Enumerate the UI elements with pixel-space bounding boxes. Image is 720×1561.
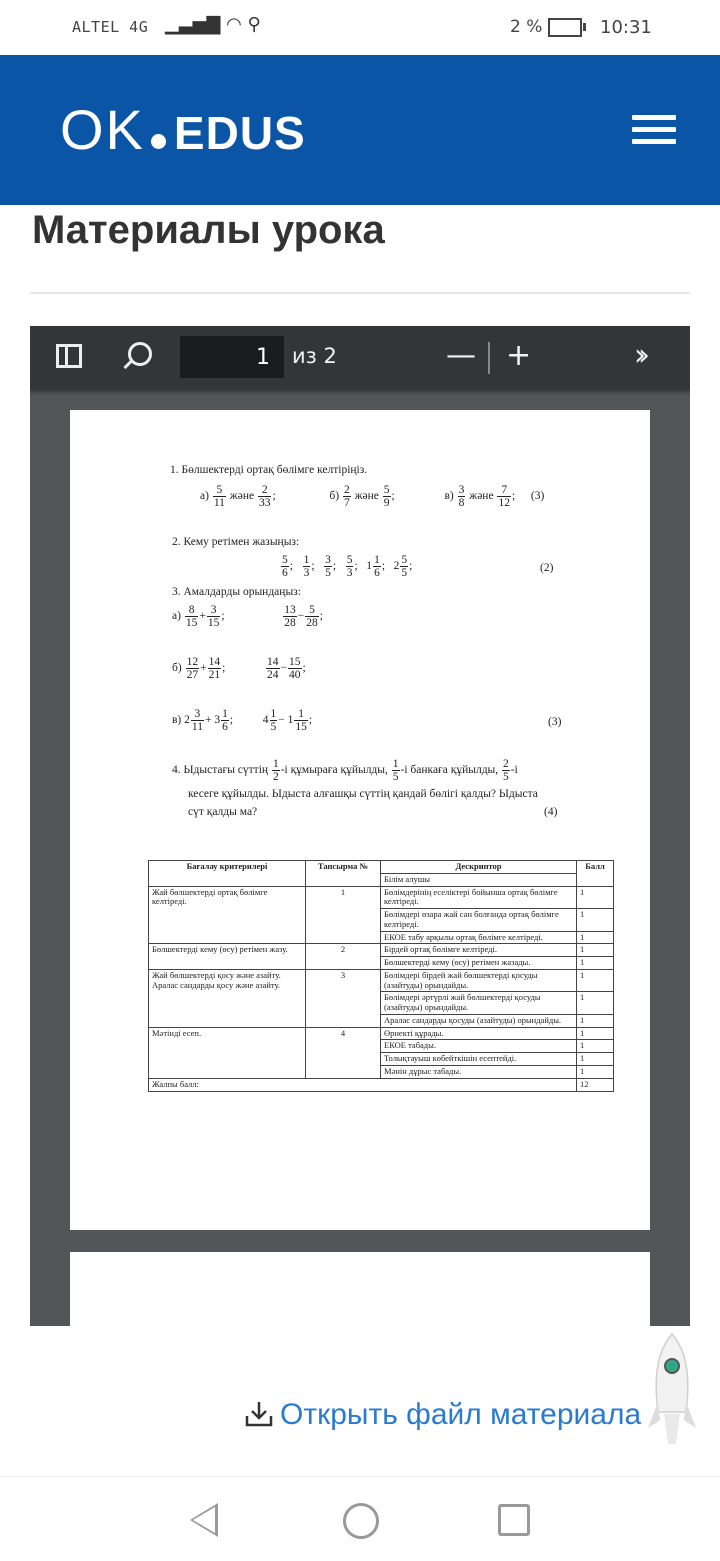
descriptor-cell: Бірдей ортақ бөлімге келтіреді. [381, 944, 577, 957]
search-icon[interactable] [128, 342, 152, 366]
task-cell: 3 [306, 969, 381, 1027]
score-cell: 1 [577, 1040, 614, 1053]
header-learner: Білім алушы [381, 873, 577, 886]
question-1-items: а) $\frac{5}{11}$ және $\frac{2}{33}$ ; б) $\frac{2}{7}$ және $\frac{5}{9}$ ; в) $\frac{3}{8}$ және $\frac{7}{12}$ ; (3) [200, 484, 545, 510]
task-cell: 2 [306, 944, 381, 970]
score-cell: 1 [577, 1066, 614, 1079]
home-icon[interactable] [343, 1503, 379, 1539]
carrier-label: ALTEL 4G [72, 18, 149, 36]
header-criteria: Бағалау критерилері [149, 861, 306, 887]
descriptor-cell: Аралас сандарды қосуды (азайтуды) орындайды. [381, 1014, 577, 1027]
question-4-line2: кесеге құйылды. Ыдыста алғашқы сүттің қандай бөлігі қалды? Ыдыста [188, 788, 538, 800]
header-score: Балл [577, 861, 614, 887]
question-2: 2. Кему ретімен жазыңыз: [172, 536, 300, 548]
page-title: Материалы урока [32, 208, 385, 252]
table-row [149, 1078, 614, 1091]
descriptor-cell: Бөлімдері бірдей жай бөлшектерді қосуды (азайтуды) орындайды. [381, 969, 577, 992]
total-score: 12 [577, 1078, 614, 1091]
page-number-input[interactable] [180, 336, 284, 378]
question-3: 3. Амалдарды орындаңыз: [172, 586, 301, 598]
page-count: из 2 [292, 344, 337, 368]
logo-ok: OK [60, 98, 145, 161]
table-row [149, 969, 614, 992]
pdf-page-1 [70, 410, 650, 1230]
score-cell: 1 [577, 957, 614, 970]
logo-edus: EDUS [173, 107, 306, 159]
question-3-b: б) $\frac{12}{27}$ + $\frac{14}{21}$ ; $\frac{14}{24}$ − $\frac{15}{40}$ ; [172, 656, 306, 682]
total-label: Жалпы балл: [149, 1078, 577, 1091]
descriptor-cell: Бөлімдері әртүрлі жай бөлшектерді қосуды (азайтуды) орындайды. [381, 992, 577, 1015]
table-row [149, 1027, 614, 1040]
score-cell: 1 [577, 1027, 614, 1040]
pdf-viewer[interactable] [30, 326, 690, 1326]
divider [30, 292, 690, 294]
score-cell: 1 [577, 886, 614, 909]
descriptor-cell: Бөлімдерінің еселіктері бойынша ортақ бөлімге келтіреді. [381, 886, 577, 909]
sidebar-toggle-icon[interactable] [56, 344, 82, 368]
hamburger-menu-icon[interactable] [632, 115, 676, 149]
criterion-cell: Жай бөлшектерді қосу және азайту. Аралас сандарды қосу және азайту. [149, 969, 306, 1027]
score-cell: 1 [577, 1053, 614, 1066]
question-4: 4. Ыдыстағы сүттің $\frac{1}{2}$ -і құмыраға құйылды, $\frac{1}{5}$ -і банкаға құйылды, $\frac{2}{5}$ -і [172, 758, 518, 784]
question-2-score: (2) [540, 562, 554, 574]
descriptor-cell: Өрнекті құрады. [381, 1027, 577, 1040]
descriptor-cell: ЕКОЕ табу арқылы ортақ бөлімге келтіреді. [381, 931, 577, 944]
logo-dot [151, 134, 166, 149]
zoom-in-button[interactable]: + [506, 338, 532, 373]
open-file-label: Открыть файл материала [280, 1398, 642, 1431]
open-file-link[interactable] [244, 1398, 641, 1432]
recent-apps-icon[interactable] [498, 1504, 530, 1536]
signal-icon: ▁▃▅▇ ◠ ⚲ [165, 14, 261, 35]
header-descriptor: Дескриптор [381, 861, 577, 874]
toolbar-separator [488, 342, 490, 374]
descriptor-cell: Бөлімдері өзара жай сан болғанда ортақ бөлімге келтіреді. [381, 909, 577, 932]
battery-icon [548, 18, 582, 37]
battery-label: 2 % [510, 17, 582, 37]
table-row [149, 886, 614, 909]
site-header [0, 55, 720, 205]
scroll-top-rocket-icon[interactable] [648, 1332, 696, 1450]
score-cell: 1 [577, 992, 614, 1015]
question-2-items: $\frac{5}{6}$ ; $\frac{1}{3}$ ; $\frac{3}{5}$ ; $\frac{5}{3}$ ; 1 $\frac{1}{6}$ ; 2 $\frac{5}{5}$ ; [282, 554, 413, 580]
back-icon[interactable] [190, 1503, 218, 1537]
descriptor-cell: Мәнін дұрыс табады. [381, 1066, 577, 1079]
descriptor-cell: ЕКОЕ табады. [381, 1040, 577, 1053]
criteria-table [148, 860, 614, 1092]
question-1: 1. Бөлшектерді ортақ бөлімге келтіріңіз. [170, 464, 368, 476]
criterion-cell: Мәтінді есеп. [149, 1027, 306, 1078]
question-3-c: в) 2 $\frac{3}{11}$ + 3 $\frac{1}{6}$ ; 4 $\frac{1}{5}$ − 1 $\frac{1}{15}$ ; [172, 708, 313, 734]
question-4-score: (4) [544, 806, 558, 818]
system-nav-bar [0, 1476, 720, 1561]
score-cell: 1 [577, 1014, 614, 1027]
clock: 10:31 [600, 17, 652, 38]
question-4-line3: сүт қалды ма? [188, 806, 258, 818]
descriptor-cell: Толықтауыш көбейткішін есептейді. [381, 1053, 577, 1066]
task-cell: 1 [306, 886, 381, 944]
score-cell: 1 [577, 944, 614, 957]
score-cell: 1 [577, 931, 614, 944]
zoom-out-button[interactable]: — [446, 338, 476, 373]
score-cell: 1 [577, 969, 614, 992]
question-3-a: а) $\frac{8}{15}$ + $\frac{3}{15}$ ; $\frac{13}{28}$ − $\frac{5}{28}$ ; [172, 604, 323, 630]
descriptor-cell: Бөлшектерді кему (өсу) ретімен жазады. [381, 957, 577, 970]
site-logo[interactable] [60, 97, 306, 162]
table-row [149, 861, 614, 874]
criterion-cell: Бөлшектерді кему (өсу) ретімен жазу. [149, 944, 306, 970]
pdf-page-2 [70, 1252, 650, 1326]
task-cell: 4 [306, 1027, 381, 1078]
header-task: Тапсырма № [306, 861, 381, 887]
status-bar [0, 0, 720, 56]
criterion-cell: Жай бөлшектерді ортақ бөлімге келтіреді. [149, 886, 306, 944]
pdf-toolbar [30, 326, 690, 390]
question-3-score: (3) [548, 716, 562, 728]
download-icon [244, 1400, 274, 1428]
more-tools-icon[interactable]: ›› [634, 338, 642, 373]
score-cell: 1 [577, 909, 614, 932]
table-row [149, 944, 614, 957]
